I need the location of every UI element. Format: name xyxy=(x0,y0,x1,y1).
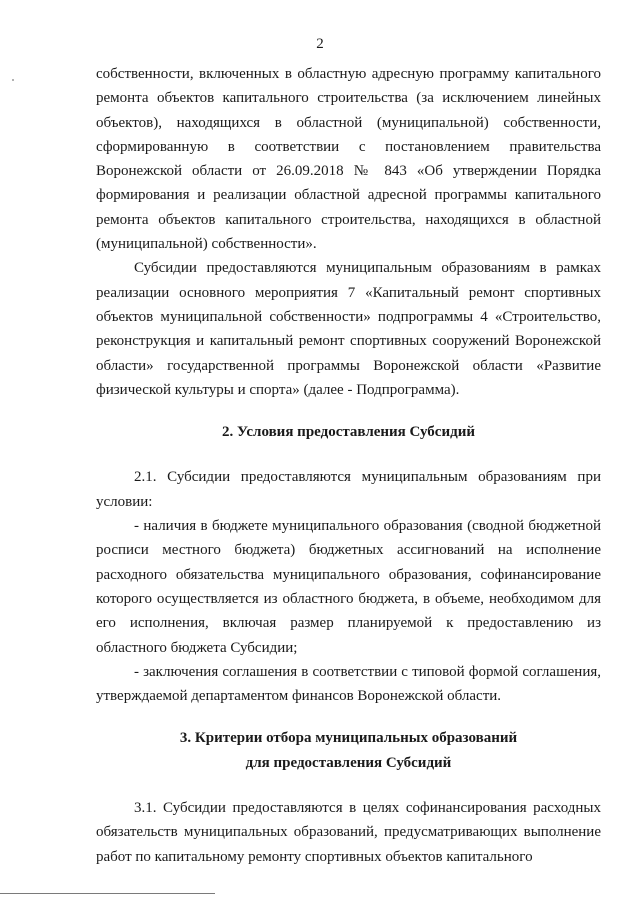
page-number: 2 xyxy=(316,36,324,52)
scan-artifact-dot xyxy=(12,79,14,81)
section-heading-3-line1: 3. Критерии отбора муниципальных образований xyxy=(179,730,518,747)
section-heading-2: 2. Условия предоставления Субсидий xyxy=(221,424,475,441)
paragraph-2-1: 2.1. Субсидии предоставляются муниципальным образованиям при условии: xyxy=(96,469,601,510)
paragraph-continuation: собственности, включенных в областную адресную программу капитального ремонта объектов капитального строительства (за исключением линейных объектов), находящихся в областной (муниципальной) собственности, сформированную в соответствии с постановлением правительства Воронежской области от 26.09.2018 № 843 «Об утверждении Порядка формирования и реализации областной адресной программы капитального ремонта объектов капитального строительства, находящихся в областной (муниципальной) собственности». xyxy=(96,66,601,253)
paragraph-3-1: 3.1. Субсидии предоставляются в целях софинансирования расходных обязательств муниципальных образований, предусматривающих выполнение работ по капитальному ремонту спортивных объектов капитального xyxy=(96,800,601,865)
paragraph-subsidies-scope: Субсидии предоставляются муниципальным образованиям в рамках реализации основного мероприятия 7 «Капитальный ремонт спортивных объектов муниципальной собственности» подпрограммы 4 «Строительство, реконструкция и капитальный ремонт спортивных сооружений Воронежской области» государственной программы Воронежской области «Развитие физической культуры и спорта» (далее - Подпрограмма). xyxy=(96,260,601,398)
section-heading-3-line2: для предоставления Субсидий xyxy=(245,754,452,771)
scan-artifact-line xyxy=(0,893,215,894)
document-body xyxy=(96,62,601,869)
paragraph-condition-budget: - наличия в бюджете муниципального образования (сводной бюджетной росписи местного бюджета) бюджетных ассигнований на исполнение расходного обязательства муниципального образования, софинансирование которого осуществляется из областного бюджета, в объеме, необходимом для его исполнения, включая размер планируемой к предоставлению из областного бюджета Субсидии; xyxy=(96,518,601,656)
paragraph-condition-agreement: - заключения соглашения в соответствии с типовой формой соглашения, утверждаемой департаментом финансов Воронежской области. xyxy=(96,663,601,705)
